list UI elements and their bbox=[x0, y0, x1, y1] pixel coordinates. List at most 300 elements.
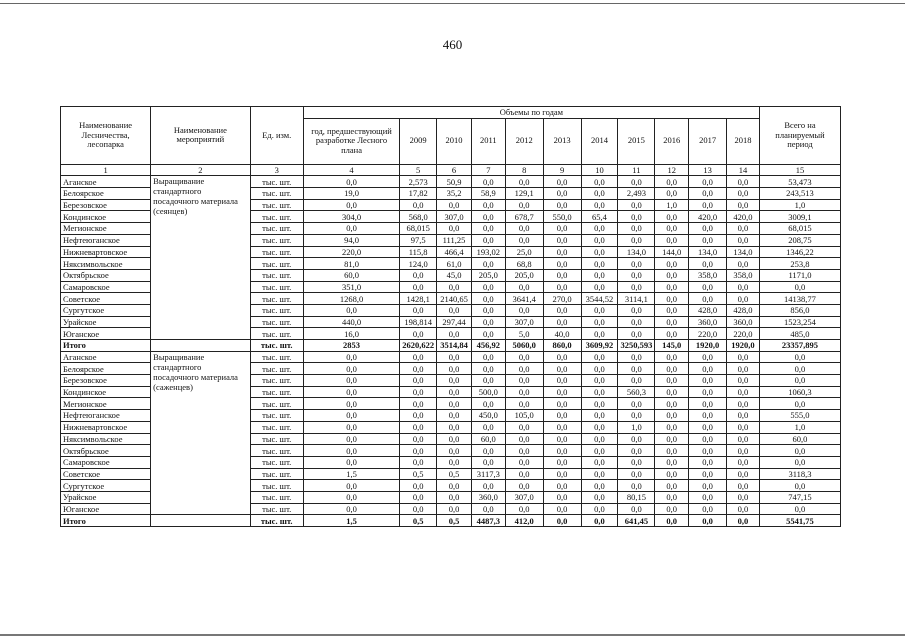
unit-cell: тыс. шт. bbox=[250, 398, 303, 410]
forestry-name: Няксимвольское bbox=[61, 433, 151, 445]
year-value: 0,0 bbox=[655, 503, 689, 515]
year-value: 0,0 bbox=[581, 176, 618, 188]
year-value: 0,0 bbox=[581, 351, 618, 363]
year-value: 0,0 bbox=[471, 176, 505, 188]
unit-cell: тыс. шт. bbox=[250, 258, 303, 270]
year-value: 0,0 bbox=[618, 503, 655, 515]
year-value: 360,0 bbox=[727, 316, 760, 328]
year-value: 360,0 bbox=[471, 491, 505, 503]
year-value: 0,0 bbox=[437, 503, 472, 515]
year-value: 500,0 bbox=[471, 386, 505, 398]
prev-year-value: 0,0 bbox=[303, 445, 399, 457]
year-value: 68,8 bbox=[505, 258, 543, 270]
unit-cell: тыс. шт. bbox=[250, 199, 303, 211]
year-value: 0,0 bbox=[400, 503, 437, 515]
year-value: 0,0 bbox=[727, 281, 760, 293]
year-value: 205,0 bbox=[505, 269, 543, 281]
total-value: 208,75 bbox=[759, 234, 840, 246]
total-value: 0,0 bbox=[759, 456, 840, 468]
year-value: 0,0 bbox=[618, 375, 655, 387]
year-value: 0,0 bbox=[618, 433, 655, 445]
year-value: 0,0 bbox=[655, 223, 689, 235]
unit-cell: тыс. шт. bbox=[250, 491, 303, 503]
bottom-border-line bbox=[0, 634, 905, 636]
year-value: 0,5 bbox=[437, 515, 472, 527]
forestry-name: Нефтеюганское bbox=[61, 234, 151, 246]
year-value: 3250,593 bbox=[618, 340, 655, 352]
year-value: 0,0 bbox=[543, 304, 581, 316]
year-value: 0,0 bbox=[618, 456, 655, 468]
year-value: 0,0 bbox=[727, 445, 760, 457]
empty-cell bbox=[151, 340, 250, 352]
forestry-name: Советское bbox=[61, 293, 151, 305]
year-value: 0,0 bbox=[581, 328, 618, 340]
year-value: 0,0 bbox=[437, 328, 472, 340]
year-value: 0,0 bbox=[400, 480, 437, 492]
year-value: 0,0 bbox=[727, 410, 760, 422]
forestry-name: Октябрьское bbox=[61, 445, 151, 457]
total-value: 1346,22 bbox=[759, 246, 840, 258]
prev-year-value: 0,0 bbox=[303, 363, 399, 375]
year-value: 0,0 bbox=[505, 456, 543, 468]
forestry-name: Октябрьское bbox=[61, 269, 151, 281]
year-value: 0,0 bbox=[437, 223, 472, 235]
unit-cell: тыс. шт. bbox=[250, 188, 303, 200]
year-value: 134,0 bbox=[689, 246, 727, 258]
year-value: 0,0 bbox=[655, 234, 689, 246]
year-value: 0,0 bbox=[727, 386, 760, 398]
year-value: 0,0 bbox=[505, 398, 543, 410]
year-value: 0,0 bbox=[505, 503, 543, 515]
prev-year-value: 0,0 bbox=[303, 456, 399, 468]
total-value: 0,0 bbox=[759, 281, 840, 293]
year-value: 0,0 bbox=[505, 199, 543, 211]
year-value: 0,0 bbox=[581, 421, 618, 433]
year-value: 0,0 bbox=[689, 293, 727, 305]
prev-year-value: 0,0 bbox=[303, 398, 399, 410]
year-value: 1920,0 bbox=[689, 340, 727, 352]
year-value: 0,0 bbox=[471, 316, 505, 328]
prev-year-value: 60,0 bbox=[303, 269, 399, 281]
year-value: 0,0 bbox=[689, 363, 727, 375]
year-value: 97,5 bbox=[400, 234, 437, 246]
year-value: 0,0 bbox=[400, 199, 437, 211]
year-value: 0,0 bbox=[543, 491, 581, 503]
year-value: 0,0 bbox=[400, 410, 437, 422]
year-value: 1428,1 bbox=[400, 293, 437, 305]
total-value: 0,0 bbox=[759, 503, 840, 515]
unit-cell: тыс. шт. bbox=[250, 421, 303, 433]
year-value: 0,0 bbox=[543, 515, 581, 527]
prev-year-value: 0,0 bbox=[303, 223, 399, 235]
year-value: 0,0 bbox=[618, 223, 655, 235]
year-value: 0,0 bbox=[689, 386, 727, 398]
column-number: 13 bbox=[689, 164, 727, 176]
year-value: 0,0 bbox=[505, 363, 543, 375]
total-value: 68,015 bbox=[759, 223, 840, 235]
total-value: 243,513 bbox=[759, 188, 840, 200]
year-value: 0,0 bbox=[471, 445, 505, 457]
unit-cell: тыс. шт. bbox=[250, 269, 303, 281]
year-value: 0,0 bbox=[505, 480, 543, 492]
year-value: 1,0 bbox=[655, 199, 689, 211]
year-value: 0,0 bbox=[581, 456, 618, 468]
forestry-name: Юганское bbox=[61, 328, 151, 340]
forestry-name: Урайское bbox=[61, 316, 151, 328]
year-value: 0,0 bbox=[471, 328, 505, 340]
year-value: 0,0 bbox=[727, 491, 760, 503]
year-value: 550,0 bbox=[543, 211, 581, 223]
year-value: 0,0 bbox=[581, 316, 618, 328]
year-value: 2140,65 bbox=[437, 293, 472, 305]
year-value: 0,0 bbox=[471, 363, 505, 375]
year-value: 0,0 bbox=[581, 468, 618, 480]
year-value: 0,0 bbox=[618, 211, 655, 223]
column-number: 12 bbox=[655, 164, 689, 176]
total-value: 1171,0 bbox=[759, 269, 840, 281]
prev-year-value: 440,0 bbox=[303, 316, 399, 328]
unit-cell: тыс. шт. bbox=[250, 386, 303, 398]
prev-year-value: 1268,0 bbox=[303, 293, 399, 305]
year-value: 0,0 bbox=[689, 433, 727, 445]
forestry-name: Березовское bbox=[61, 375, 151, 387]
year-value: 0,0 bbox=[471, 281, 505, 293]
year-value: 0,0 bbox=[581, 503, 618, 515]
year-value: 0,0 bbox=[655, 456, 689, 468]
year-value: 0,0 bbox=[727, 375, 760, 387]
year-value: 307,0 bbox=[505, 491, 543, 503]
prev-year-value: 351,0 bbox=[303, 281, 399, 293]
year-value: 0,0 bbox=[727, 176, 760, 188]
unit-cell: тыс. шт. bbox=[250, 281, 303, 293]
year-value: 0,0 bbox=[581, 515, 618, 527]
year-value: 124,0 bbox=[400, 258, 437, 270]
year-value: 0,0 bbox=[655, 433, 689, 445]
year-value: 358,0 bbox=[727, 269, 760, 281]
year-value: 860,0 bbox=[543, 340, 581, 352]
prev-year-value: 0,0 bbox=[303, 480, 399, 492]
year-value: 0,0 bbox=[727, 223, 760, 235]
year-value: 0,0 bbox=[689, 223, 727, 235]
year-value: 0,0 bbox=[437, 199, 472, 211]
column-number: 7 bbox=[471, 164, 505, 176]
year-value: 0,0 bbox=[689, 375, 727, 387]
year-value: 641,45 bbox=[618, 515, 655, 527]
year-value: 0,0 bbox=[543, 246, 581, 258]
year-value: 3514,84 bbox=[437, 340, 472, 352]
unit-cell: тыс. шт. bbox=[250, 480, 303, 492]
header-forestry: Наименование Лесничества, лесопарка bbox=[61, 107, 151, 165]
header-year: 2017 bbox=[689, 118, 727, 164]
total-value: 0,0 bbox=[759, 351, 840, 363]
year-value: 0,0 bbox=[581, 304, 618, 316]
year-value: 0,0 bbox=[689, 176, 727, 188]
year-value: 0,0 bbox=[471, 234, 505, 246]
forestry-name: Няксимвольское bbox=[61, 258, 151, 270]
year-value: 0,0 bbox=[581, 375, 618, 387]
forestry-name: Белоярское bbox=[61, 188, 151, 200]
prev-year-value: 0,0 bbox=[303, 421, 399, 433]
year-value: 0,0 bbox=[505, 421, 543, 433]
forestry-name: Аганское bbox=[61, 176, 151, 188]
forestry-name: Самаровское bbox=[61, 456, 151, 468]
unit-cell: тыс. шт. bbox=[250, 363, 303, 375]
year-value: 40,0 bbox=[543, 328, 581, 340]
year-value: 0,0 bbox=[581, 363, 618, 375]
year-value: 0,0 bbox=[543, 445, 581, 457]
year-value: 0,0 bbox=[655, 293, 689, 305]
year-value: 0,0 bbox=[618, 468, 655, 480]
forestry-name: Кондинское bbox=[61, 211, 151, 223]
forest-plan-table bbox=[60, 106, 841, 527]
year-value: 0,0 bbox=[689, 468, 727, 480]
year-value: 5,0 bbox=[505, 328, 543, 340]
forestry-name: Итого bbox=[61, 340, 151, 352]
prev-year-value: 19,0 bbox=[303, 188, 399, 200]
year-value: 0,0 bbox=[505, 304, 543, 316]
year-value: 0,0 bbox=[543, 468, 581, 480]
year-value: 0,0 bbox=[727, 188, 760, 200]
year-value: 0,0 bbox=[505, 386, 543, 398]
year-value: 0,0 bbox=[581, 410, 618, 422]
year-value: 0,0 bbox=[689, 281, 727, 293]
column-number: 1 bbox=[61, 164, 151, 176]
year-value: 0,0 bbox=[655, 304, 689, 316]
year-value: 0,0 bbox=[400, 269, 437, 281]
year-value: 0,0 bbox=[400, 281, 437, 293]
year-value: 0,0 bbox=[437, 304, 472, 316]
year-value: 0,0 bbox=[689, 398, 727, 410]
header-unit: Ед. изм. bbox=[250, 107, 303, 165]
year-value: 466,4 bbox=[437, 246, 472, 258]
total-value: 856,0 bbox=[759, 304, 840, 316]
header-year: 2013 bbox=[543, 118, 581, 164]
column-number: 14 bbox=[727, 164, 760, 176]
year-value: 0,0 bbox=[471, 258, 505, 270]
year-value: 0,0 bbox=[400, 375, 437, 387]
year-value: 0,0 bbox=[689, 188, 727, 200]
year-value: 3544,52 bbox=[581, 293, 618, 305]
year-value: 0,0 bbox=[505, 281, 543, 293]
year-value: 17,82 bbox=[400, 188, 437, 200]
year-value: 0,0 bbox=[727, 421, 760, 433]
year-value: 0,0 bbox=[543, 316, 581, 328]
total-value: 485,0 bbox=[759, 328, 840, 340]
forestry-name: Сургутское bbox=[61, 304, 151, 316]
year-value: 307,0 bbox=[505, 316, 543, 328]
year-value: 60,0 bbox=[471, 433, 505, 445]
year-value: 0,0 bbox=[618, 480, 655, 492]
forestry-name: Мегионское bbox=[61, 223, 151, 235]
total-value: 1060,3 bbox=[759, 386, 840, 398]
year-value: 456,92 bbox=[471, 340, 505, 352]
year-value: 0,0 bbox=[543, 351, 581, 363]
year-value: 198,814 bbox=[400, 316, 437, 328]
year-value: 0,0 bbox=[543, 398, 581, 410]
year-value: 428,0 bbox=[689, 304, 727, 316]
year-value: 0,0 bbox=[505, 176, 543, 188]
year-value: 0,0 bbox=[437, 351, 472, 363]
forestry-name: Сургутское bbox=[61, 480, 151, 492]
prev-year-value: 220,0 bbox=[303, 246, 399, 258]
year-value: 0,0 bbox=[655, 269, 689, 281]
year-value: 5060,0 bbox=[505, 340, 543, 352]
year-value: 0,0 bbox=[689, 480, 727, 492]
prev-year-value: 0,0 bbox=[303, 375, 399, 387]
prev-year-value: 81,0 bbox=[303, 258, 399, 270]
year-value: 0,0 bbox=[689, 421, 727, 433]
year-value: 0,0 bbox=[581, 445, 618, 457]
year-value: 0,5 bbox=[400, 515, 437, 527]
year-value: 0,0 bbox=[543, 410, 581, 422]
column-number: 15 bbox=[759, 164, 840, 176]
year-value: 0,0 bbox=[543, 176, 581, 188]
forestry-name: Мегионское bbox=[61, 398, 151, 410]
header-activity: Наименование мероприятий bbox=[151, 107, 250, 165]
year-value: 0,0 bbox=[543, 234, 581, 246]
year-value: 50,9 bbox=[437, 176, 472, 188]
unit-cell: тыс. шт. bbox=[250, 176, 303, 188]
year-value: 0,0 bbox=[543, 480, 581, 492]
year-value: 0,0 bbox=[400, 328, 437, 340]
top-border-line bbox=[0, 3, 905, 4]
year-value: 0,5 bbox=[400, 468, 437, 480]
year-value: 0,0 bbox=[437, 480, 472, 492]
prev-year-value: 0,0 bbox=[303, 351, 399, 363]
year-value: 0,0 bbox=[471, 421, 505, 433]
unit-cell: тыс. шт. bbox=[250, 351, 303, 363]
year-value: 0,0 bbox=[689, 199, 727, 211]
year-value: 0,0 bbox=[505, 445, 543, 457]
year-value: 193,02 bbox=[471, 246, 505, 258]
year-value: 0,0 bbox=[618, 199, 655, 211]
total-value: 0,0 bbox=[759, 363, 840, 375]
total-value: 60,0 bbox=[759, 433, 840, 445]
header-year: 2014 bbox=[581, 118, 618, 164]
year-value: 0,0 bbox=[543, 281, 581, 293]
unit-cell: тыс. шт. bbox=[250, 456, 303, 468]
unit-cell: тыс. шт. bbox=[250, 375, 303, 387]
year-value: 0,0 bbox=[727, 293, 760, 305]
year-value: 270,0 bbox=[543, 293, 581, 305]
prev-year-value: 0,0 bbox=[303, 433, 399, 445]
forestry-name: Урайское bbox=[61, 491, 151, 503]
year-value: 0,0 bbox=[727, 433, 760, 445]
year-value: 678,7 bbox=[505, 211, 543, 223]
year-value: 0,0 bbox=[437, 363, 472, 375]
unit-cell: тыс. шт. bbox=[250, 246, 303, 258]
year-value: 1920,0 bbox=[727, 340, 760, 352]
prev-year-value: 0,0 bbox=[303, 491, 399, 503]
year-value: 134,0 bbox=[727, 246, 760, 258]
year-value: 0,0 bbox=[581, 246, 618, 258]
unit-cell: тыс. шт. bbox=[250, 328, 303, 340]
year-value: 0,0 bbox=[400, 304, 437, 316]
header-year: 2010 bbox=[437, 118, 472, 164]
prev-year-value: 1,5 bbox=[303, 468, 399, 480]
year-value: 0,0 bbox=[471, 211, 505, 223]
unit-cell: тыс. шт. bbox=[250, 410, 303, 422]
year-value: 0,0 bbox=[400, 398, 437, 410]
year-value: 0,0 bbox=[655, 258, 689, 270]
year-value: 0,0 bbox=[727, 234, 760, 246]
total-value: 53,473 bbox=[759, 176, 840, 188]
year-value: 58,9 bbox=[471, 188, 505, 200]
forestry-name: Самаровское bbox=[61, 281, 151, 293]
total-row bbox=[61, 515, 841, 527]
year-value: 358,0 bbox=[689, 269, 727, 281]
year-value: 0,0 bbox=[655, 375, 689, 387]
year-value: 0,0 bbox=[618, 398, 655, 410]
year-value: 0,0 bbox=[655, 386, 689, 398]
prev-year-value: 0,0 bbox=[303, 176, 399, 188]
column-number: 9 bbox=[543, 164, 581, 176]
year-value: 0,0 bbox=[437, 421, 472, 433]
year-value: 0,0 bbox=[505, 234, 543, 246]
year-value: 0,0 bbox=[689, 491, 727, 503]
year-value: 105,0 bbox=[505, 410, 543, 422]
year-value: 0,0 bbox=[543, 188, 581, 200]
year-value: 65,4 bbox=[581, 211, 618, 223]
year-value: 0,0 bbox=[618, 363, 655, 375]
year-value: 0,0 bbox=[727, 515, 760, 527]
unit-cell: тыс. шт. bbox=[250, 293, 303, 305]
column-number: 10 bbox=[581, 164, 618, 176]
year-value: 0,0 bbox=[618, 351, 655, 363]
unit-cell: тыс. шт. bbox=[250, 304, 303, 316]
year-value: 0,0 bbox=[471, 304, 505, 316]
year-value: 0,0 bbox=[727, 503, 760, 515]
year-value: 0,0 bbox=[581, 491, 618, 503]
year-value: 0,0 bbox=[437, 491, 472, 503]
year-value: 0,0 bbox=[689, 258, 727, 270]
forestry-name: Белоярское bbox=[61, 363, 151, 375]
forestry-name: Нижневартовское bbox=[61, 246, 151, 258]
year-value: 0,0 bbox=[727, 351, 760, 363]
year-value: 111,25 bbox=[437, 234, 472, 246]
year-value: 0,0 bbox=[581, 234, 618, 246]
total-value: 253,8 bbox=[759, 258, 840, 270]
page-number: 460 bbox=[442, 37, 463, 52]
total-value: 0,0 bbox=[759, 398, 840, 410]
year-value: 35,2 bbox=[437, 188, 472, 200]
year-value: 0,0 bbox=[581, 188, 618, 200]
total-value: 0,0 bbox=[759, 375, 840, 387]
year-value: 297,44 bbox=[437, 316, 472, 328]
year-value: 0,0 bbox=[655, 316, 689, 328]
header-total: Всего на планируемый период bbox=[759, 107, 840, 165]
year-value: 0,0 bbox=[618, 445, 655, 457]
activity-name: Выращивание стандартного посадочного материала (сеянцев) bbox=[151, 176, 250, 340]
year-value: 412,0 bbox=[505, 515, 543, 527]
year-value: 0,0 bbox=[543, 199, 581, 211]
year-value: 0,0 bbox=[400, 456, 437, 468]
year-value: 0,5 bbox=[437, 468, 472, 480]
year-value: 1,0 bbox=[618, 421, 655, 433]
year-value: 0,0 bbox=[581, 269, 618, 281]
unit-cell: тыс. шт. bbox=[250, 234, 303, 246]
prev-year-value: 0,0 bbox=[303, 199, 399, 211]
year-value: 0,0 bbox=[618, 281, 655, 293]
header-year: 2011 bbox=[471, 118, 505, 164]
year-value: 0,0 bbox=[727, 468, 760, 480]
total-value: 1,0 bbox=[759, 421, 840, 433]
forestry-name: Аганское bbox=[61, 351, 151, 363]
column-number: 2 bbox=[151, 164, 250, 176]
year-value: 0,0 bbox=[543, 258, 581, 270]
year-value: 0,0 bbox=[505, 351, 543, 363]
column-number: 5 bbox=[400, 164, 437, 176]
